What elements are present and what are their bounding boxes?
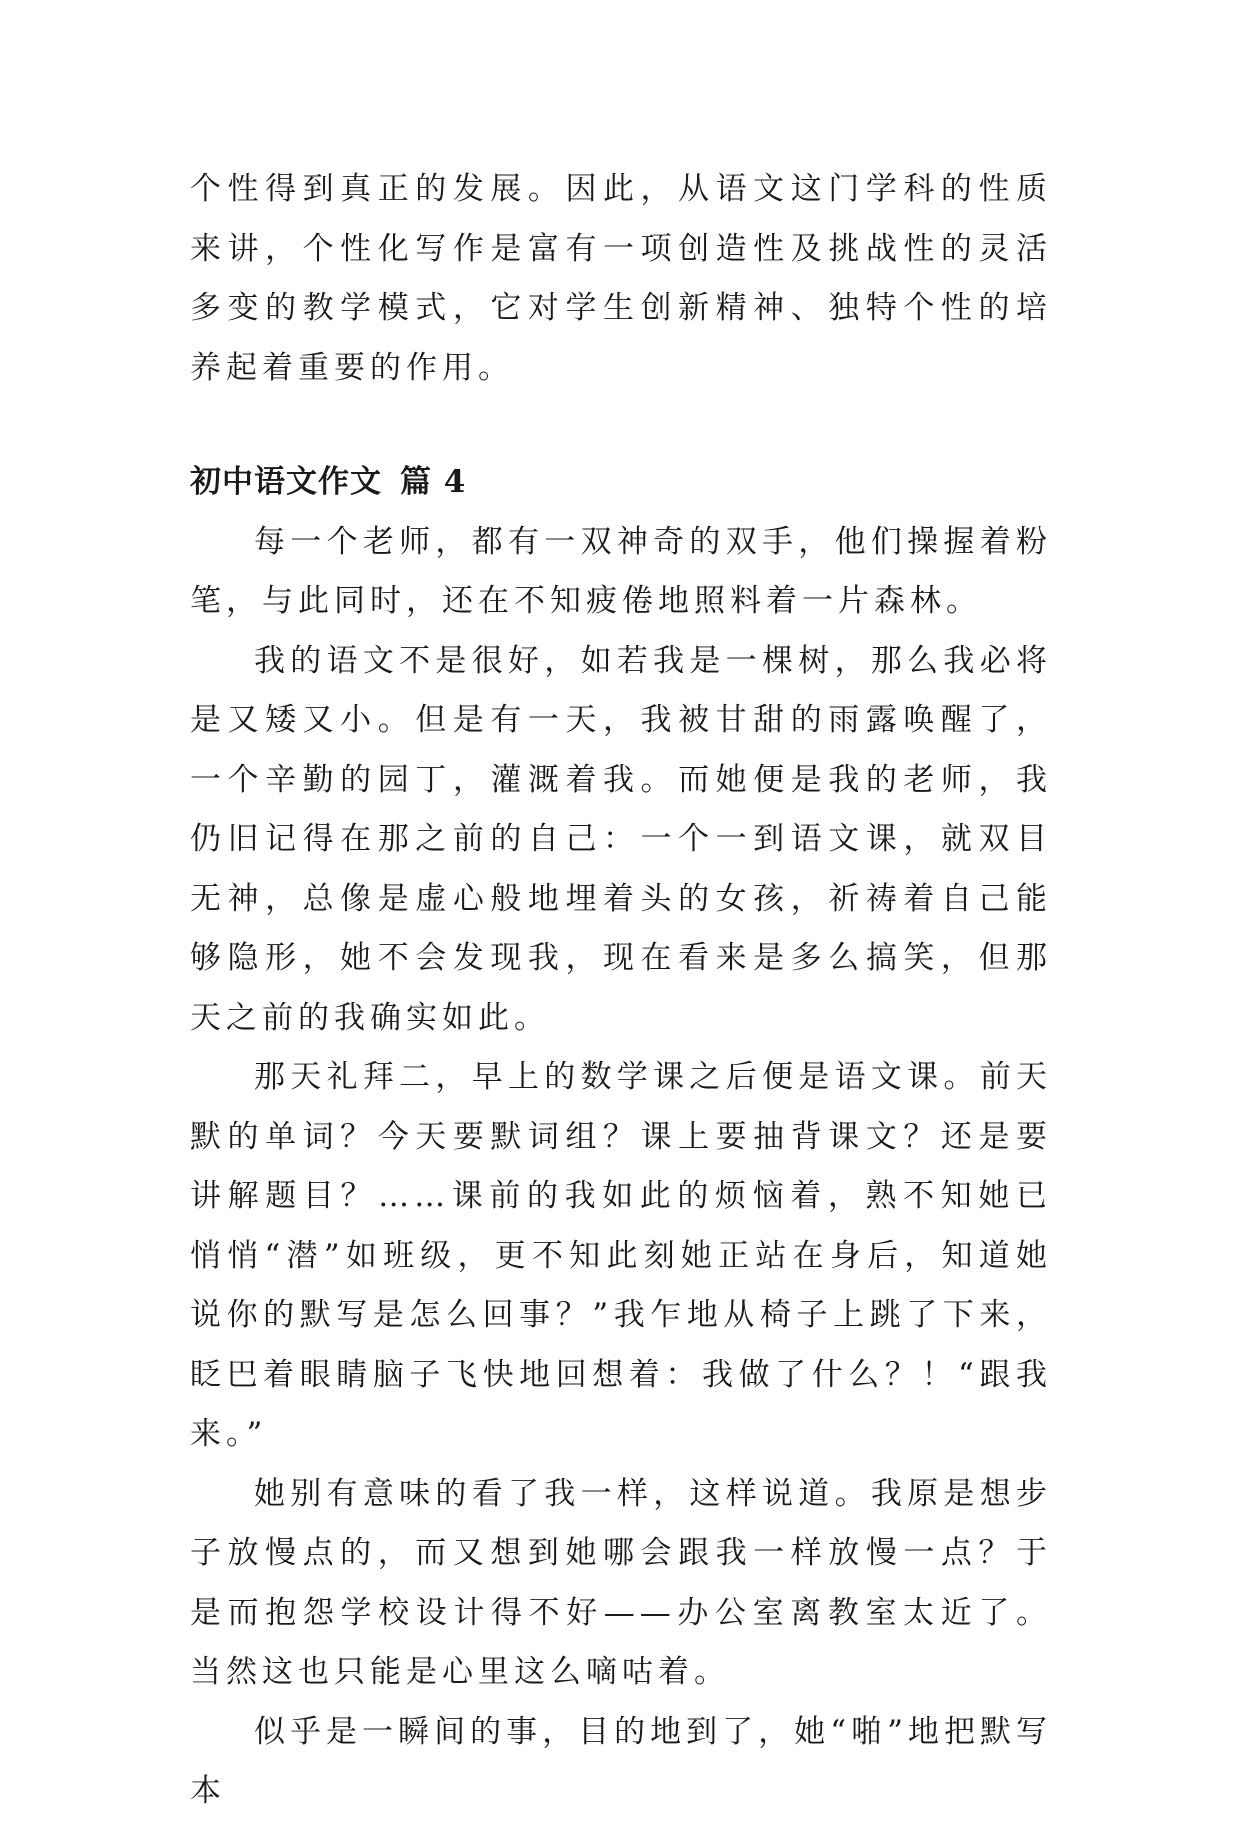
opening-paragraph: 个性得到真正的发展。因此，从语文这门学科的性质来讲，个性化写作是富有一项创造性及挑战性的灵活多变的教学模式，它对学生创新精神、独特个性的培养起着重要的作用。 (190, 171, 1052, 386)
paragraph: 每一个老师，都有一双神奇的双手，他们操握着粉笔，与此同时，还在不知疲倦地照料着一片森林。 (190, 523, 1052, 619)
section-title: 初中语文作文 (190, 464, 382, 500)
paragraph: 她别有意味的看了我一样，这样说道。我原是想步子放慢点的，而又想到她哪会跟我一样放慢一点？于是而抱怨学校设计得不好——办公室离教室太近了。当然这也只能是心里这么嘀咕着。 (190, 1475, 1052, 1690)
paragraph: 那天礼拜二，早上的数学课之后便是语文课。前天默的单词？今天要默词组？课上要抽背课文？还是要讲解题目？……课前的我如此的烦恼着，熟不知她已悄悄“潜”如班级，更不知此刻她正站在身后，知道她说你的默写是怎么回事？”我乍地从椅子上跳了下来，眨巴着眼睛脑子飞快地回想着：我做了什么？！“跟我来。” (190, 1059, 1052, 1452)
paragraph: 我的语文不是很好，如若我是一棵树，那么我必将是又矮又小。但是有一天，我被甘甜的雨露唤醒了，一个辛勤的园丁，灌溉着我。而她便是我的老师，我仍旧记得在那之前的自己：一个一到语文课，就双目无神，总像是虚心般地埋着头的女孩，祈祷着自己能够隐形，她不会发现我，现在看来是多么搞笑，但那天之前的我确实如此。 (190, 642, 1052, 1036)
paragraph: 似乎是一瞬间的事，目的地到了，她“啪”地把默写本 (190, 1713, 1052, 1809)
section-number: 篇 4 (400, 464, 467, 500)
document-page (190, 160, 1052, 1822)
section-heading (190, 453, 1052, 513)
